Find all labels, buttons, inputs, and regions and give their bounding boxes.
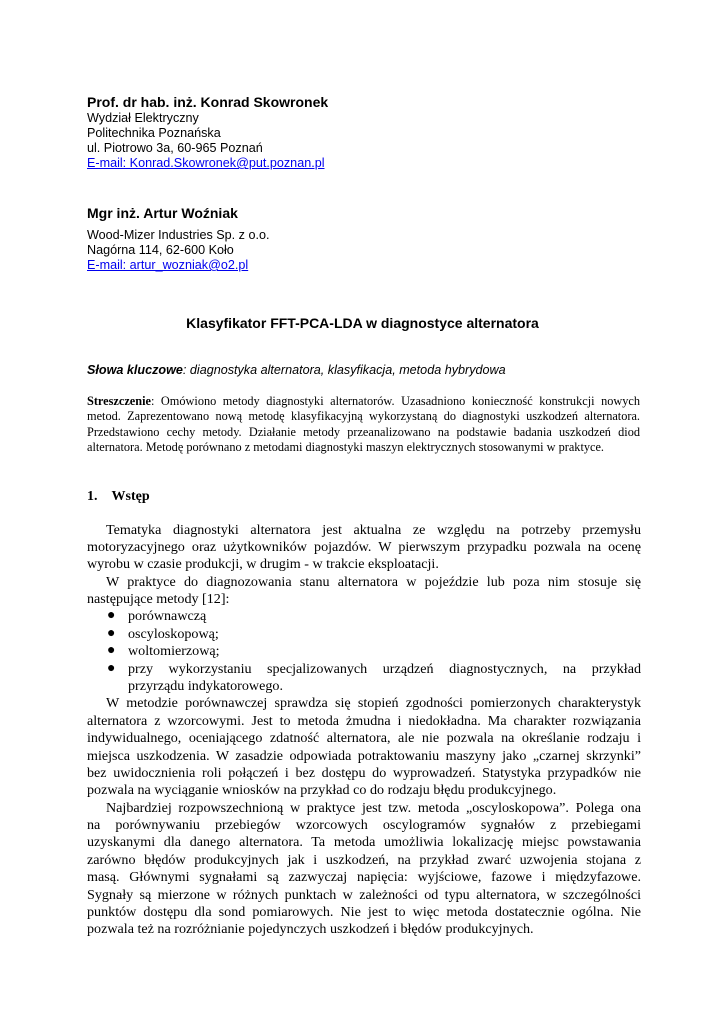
paragraph-line: zarówno błędów produkcyjnych jak i uszkodzeń, na przykład zwarć uzwojenia stojana z [87, 852, 641, 868]
keywords-label: Słowa kluczowe [87, 363, 183, 377]
keywords-text: : diagnostyka alternatora, klasyfikacja, metoda hybrydowa [182, 363, 506, 377]
section-number: 1. [87, 489, 98, 504]
paragraph-line: punktów dostępu dla sond pomiarowych. Nie jest to więc metoda dostatecznie ogólna. Nie [87, 904, 641, 920]
paragraph-line: na porównywaniu przebiegów wzorcowych oscylogramów sygnałów z przebiegami [87, 817, 641, 833]
section-heading [87, 489, 150, 505]
bullet-item: porównawczą [128, 608, 207, 624]
author1-name: Prof. dr hab. inż. Konrad Skowronek [87, 94, 329, 110]
bullet-marker: ● [107, 643, 116, 658]
paragraph-line: indywidualnego, oceniającego zdatność alternatora, ale nie pozwala na określanie rodzaju i [87, 730, 641, 746]
author1-address: ul. Piotrowo 3a, 60-965 Poznań [87, 141, 263, 155]
paragraph-line: pozwala też na rozróżnianie pojedynczych uszkodzeń i błędów produkcyjnych. [87, 921, 534, 937]
paragraph-line: miejsca uszkodzenia. W zasadzie odpowiada potraktowaniu maszyny jako „czarnej skrzynki” [87, 748, 641, 764]
bullet-marker: ● [107, 626, 116, 641]
bullet-marker: ● [107, 661, 116, 676]
author2-name: Mgr inż. Artur Woźniak [87, 205, 238, 221]
paragraph-line: W praktyce do diagnozowania stanu alternatora w pojeździe lub poza nim stosuje się [106, 574, 641, 590]
paragraph-line: uzyskanymi dla danego alternatora. Ta metoda umożliwia lokalizację miejsc powstawania [87, 834, 641, 850]
section-title: Wstęp [111, 489, 150, 504]
paragraph-line: W metodzie porównawczej sprawdza się stopień zgodności pomierzonych charakterystyk [106, 695, 641, 711]
bullet-item: woltomierzową; [128, 643, 220, 659]
bullet-item: oscyloskopową; [128, 626, 219, 642]
paragraph-line: Najbardziej rozpowszechnioną w praktyce jest tzw. metoda „oscyloskopowa”. Polega ona [106, 800, 641, 816]
author2-email-link[interactable]: E-mail: artur_wozniak@o2.pl [87, 258, 249, 272]
author1-email-link[interactable]: E-mail: Konrad.Skowronek@put.poznan.pl [87, 156, 325, 170]
paragraph-line: bez uwidocznienia roli połączeń i bez dostępu do wyprowadzeń. Statystyka przypadków nie [87, 765, 641, 781]
bullet-marker: ● [107, 608, 116, 623]
paragraph-line: masą. Głównymi sygnałami są zazwyczaj napięcia: wyjściowe, fazowe i międzyfazowe. [87, 869, 641, 885]
paragraph-line: alternatora z wzorcowymi. Jest to metoda żmudna i niedokładna. Ma charakter rozwiązania [87, 713, 641, 729]
author2-affiliation-line: Wood-Mizer Industries Sp. z o.o. [87, 228, 270, 242]
paragraph-line: pozwala na wyciąganie wniosków na przykład co do rodzaju błędu produkcyjnego. [87, 782, 557, 798]
author1-affiliation-line: Politechnika Poznańska [87, 126, 221, 140]
author2-address: Nagórna 114, 62-600 Koło [87, 243, 234, 257]
paragraph-line: Tematyka diagnostyki alternatora jest aktualna ze względu na potrzeby przemysłu [106, 522, 641, 538]
paragraph-line: Sygnały są mierzone w różnych punktach w zależności od typu alternatora, w szczególności [87, 887, 641, 903]
paragraph-line: wyrobu w czasie produkcji, w drugim - w trakcie eksploatacji. [87, 556, 439, 572]
abstract [87, 394, 640, 456]
paper-title: Klasyfikator FFT-PCA-LDA w diagnostyce alternatora [186, 315, 539, 331]
abstract-label: Streszczenie [87, 394, 151, 408]
paragraph-line: następujące metody [12]: [87, 591, 230, 607]
keywords-line [87, 363, 506, 377]
author1-affiliation-line: Wydział Elektryczny [87, 111, 199, 125]
paragraph-line: motoryzacyjnego oraz użytkowników pojazdów. W pierwszym przypadku pozwala na ocenę [87, 539, 641, 555]
bullet-item: przy wykorzystaniu specjalizowanych urządzeń diagnostycznych, na przykład [128, 661, 641, 677]
abstract-text: : Omówiono metody diagnostyki alternatorów. Uzasadniono konieczność konstrukcji nowych metod. Zaprezentowano nową metodę klasyfikacyjną wykorzystaną do diagnostyki uszkodzeń alternatora. Przedstawiono cechy metody. Działanie metody przeanalizowano na podstawie badania uszkodzeń diod alternatora. Metodę porównano z metodami diagnostyki maszyn elektrycznych stosowanymi w praktyce. [87, 394, 640, 455]
bullet-item-continuation: przyrządu indykatorowego. [128, 678, 283, 694]
